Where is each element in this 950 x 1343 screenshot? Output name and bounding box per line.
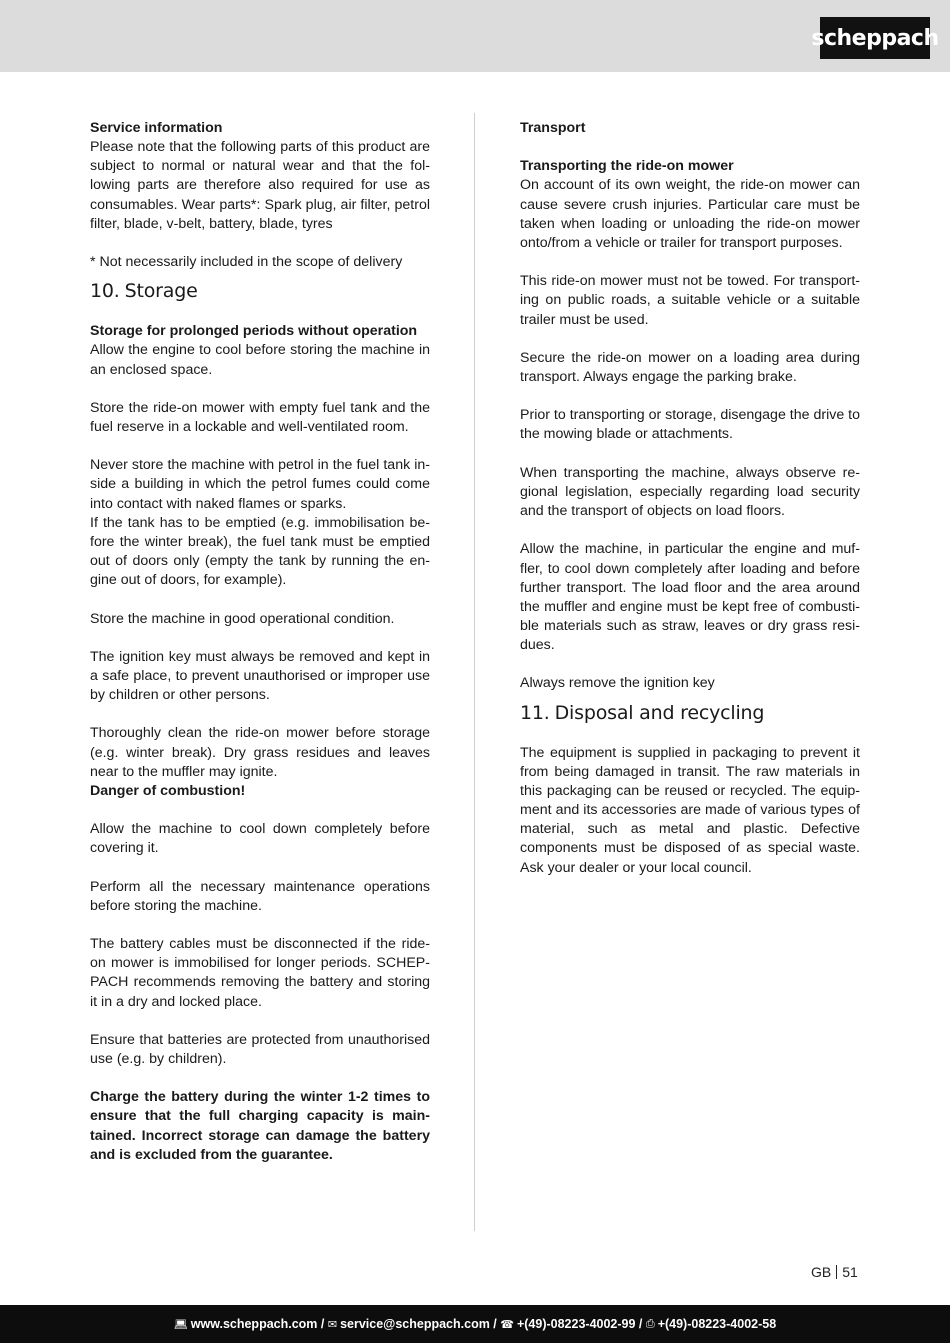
storage-paragraph: Allow the engine to cool before storing the machine in an enclosed space. [90,342,430,378]
fax-icon: ⎙ [645,1317,655,1330]
storage-paragraph: The ignition key must always be removed and kept in a safe place, to prevent unauthorised or improper use by children or other persons. [90,648,430,704]
footer-separator: / [489,1317,501,1331]
section-title: Disposal and recycling [554,701,765,724]
page-number [811,1264,858,1280]
footer-website[interactable]: www.scheppach.com [190,1317,318,1331]
storage-paragraph: Ensure that batteries are protected from unauthorised use (e.g. by children). [90,1031,430,1068]
footer-phone: +(49)-08223-4002-99 [516,1317,636,1331]
footer-separator: / [635,1317,646,1331]
section-heading-storage [90,279,430,303]
section-heading-disposal [520,701,860,725]
transport-heading: Transport [520,120,586,136]
storage-paragraph: Allow the machine to cool down completely before covering it. [90,821,430,857]
disposal-paragraph: The equipment is supplied in packaging to prevent it from being damaged in transit. The raw materials in this packaging can be reused or recycled. The equipment and its accessories are made of various types of material, such as metal and plastic. Defective components must be disposed of as special waste. Ask your dealer or your local council. [520,744,860,876]
combustion-warning: Danger of combustion! [90,782,246,799]
transport-paragraph: Secure the ride-on mower on a loading area during transport. Always engage the parking brake. [520,349,860,385]
transport-paragraph: When transporting the machine, always observe regional legislation, especially regarding load security and the transport of objects on load floors. [520,464,860,520]
storage-paragraph: Never store the machine with petrol in the fuel tank inside a building in which the petrol fumes could come into contact with naked flames or sparks. [90,457,430,512]
page-separator [836,1265,837,1279]
storage-subheading: Storage for prolonged periods without operation [90,323,418,340]
page-number-value: 51 [842,1264,858,1280]
storage-paragraph: Perform all the necessary maintenance operations before storing the machine. [90,878,430,914]
storage-paragraph: If the tank has to be emptied (e.g. immobilisation before the winter break), the fuel tank must be emptied out of doors only (empty the tank by running the engine out of doors, for example). [90,514,430,589]
footnote: * Not necessarily included in the scope of delivery [90,254,403,271]
storage-paragraph: The battery cables must be disconnected if the ride-on mower is immobilised for longer periods. SCHEPPACH recommends removing the battery and storing it in a dry and locked place. [90,936,430,1010]
section-number: 11. [520,701,550,724]
transport-paragraph: This ride-on mower must not be towed. For transporting on public roads, a suitable vehicle or a suitable trailer must be used. [520,273,860,328]
footer-fax: +(49)-08223-4002-58 [657,1317,777,1331]
storage-paragraph: Thoroughly clean the ride-on mower before storage (e.g. winter break). Dry grass residues and leaves near to the muffler may ignite. [90,725,430,780]
header-band [0,0,950,72]
left-column [90,119,430,1165]
page-language: GB [811,1264,832,1280]
transport-paragraph: On account of its own weight, the ride-on mower can cause severe crush injuries. Particular care must be taken when loading or unloading the ride-on mower onto/from a vehicle or trailer for transport purposes. [520,177,860,251]
service-text: Please note that the following parts of this product are subject to normal or natural wear and that the following parts are therefore also required for use as consumables. Wear parts*: Spark plug, air filter, petrol filter, blade, v-belt, battery, blade, tyres [90,139,430,232]
storage-paragraph: Store the ride-on mower with empty fuel tank and the fuel reserve in a lockable and well-ventilated room. [90,399,430,435]
section-title: Storage [124,280,198,303]
right-column [520,119,860,878]
envelope-icon: ✉︎ [327,1318,338,1331]
transport-paragraph: Prior to transporting or storage, disengage the drive to the mowing blade or attachments. [520,407,860,443]
transport-paragraph: Always remove the ignition key [520,675,715,692]
footer-email[interactable]: service@scheppach.com [340,1317,490,1331]
column-divider [474,113,475,1231]
footer-bar [0,1305,950,1343]
telephone-icon: ☎︎ [500,1318,514,1331]
computer-icon: 💻︎ [173,1318,188,1331]
footer-separator: / [317,1317,328,1331]
scheppach-logo: scheppach [820,17,930,59]
transport-paragraph: Allow the machine, in particular the engine and muffler, to cool down completely after loading and before further transport. The load floor and the area around the muffler and engine must be kept free of combustible materials such as straw, leaves or dry grass residues. [520,541,860,654]
transport-subheading: Transporting the ride-on mower [520,158,734,175]
storage-paragraph: Store the machine in good operational condition. [90,610,395,627]
section-number: 10. [90,280,120,303]
battery-warning: Charge the battery during the winter 1-2 times to ensure that the full charging capacity is maintained. Incorrect storage can damage the battery and is excluded from the guarantee. [90,1089,430,1163]
service-heading: Service information [90,120,223,136]
